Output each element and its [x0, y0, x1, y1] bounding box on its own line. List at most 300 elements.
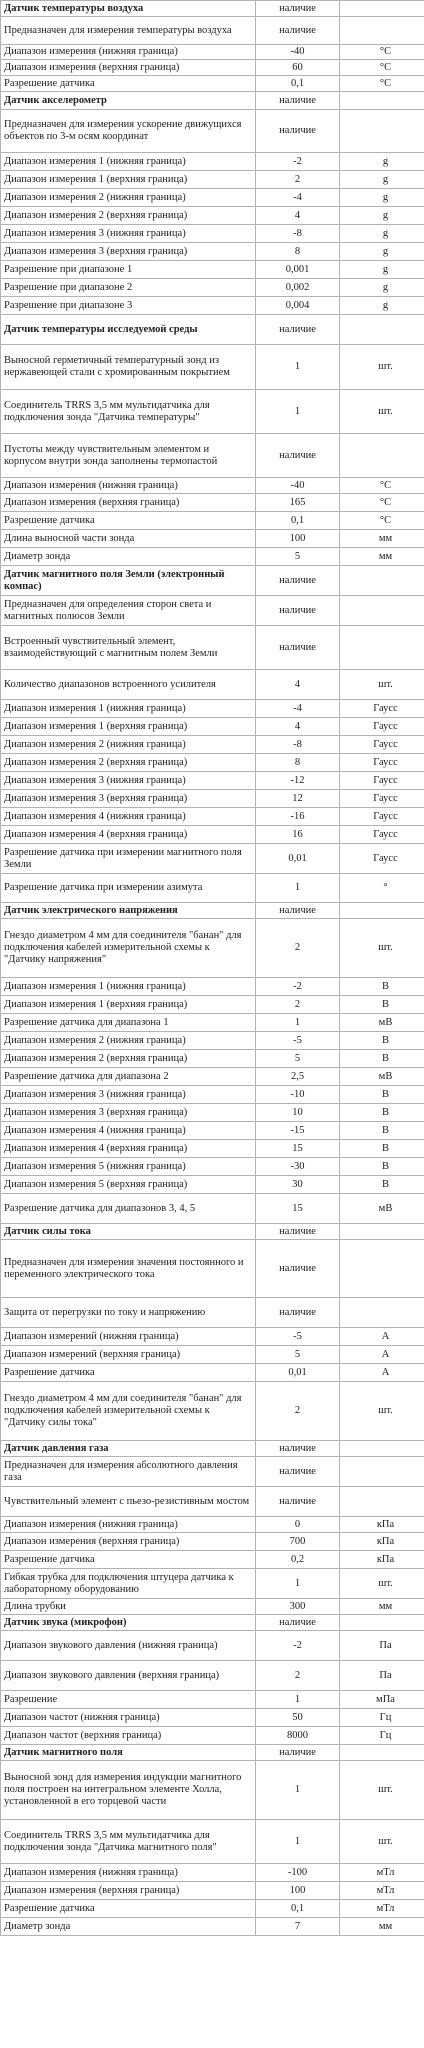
parameter-value: 0,004: [256, 297, 340, 315]
parameter-value: 2: [256, 996, 340, 1014]
table-row: [1, 874, 424, 903]
parameter-value: 2: [256, 1382, 340, 1441]
parameter-value: 1: [256, 1820, 340, 1864]
parameter-unit: мПа: [340, 1691, 424, 1709]
parameter-unit: мТл: [340, 1900, 424, 1918]
parameter-unit: мм: [340, 530, 424, 548]
parameter-value: 5: [256, 1346, 340, 1364]
parameter-value: 12: [256, 790, 340, 808]
parameter-name: Диапазон измерения 5 (нижняя граница): [1, 1158, 256, 1176]
parameter-name: Диапазон звукового давления (нижняя граница): [1, 1631, 256, 1661]
parameter-value: -2: [256, 978, 340, 996]
table-row: [1, 153, 424, 171]
parameter-name: Диаметр зонда: [1, 548, 256, 566]
parameter-name: Предназначен для определения сторон света и магнитных полюсов Земли: [1, 596, 256, 626]
table-row: [1, 1864, 424, 1882]
section-header-row: [1, 1224, 424, 1240]
table-row: [1, 1661, 424, 1691]
parameter-value: 0,01: [256, 1364, 340, 1382]
parameter-unit: g: [340, 189, 424, 207]
parameter-value: 0,002: [256, 279, 340, 297]
parameter-unit: [340, 1240, 424, 1298]
parameter-unit: шт.: [340, 1820, 424, 1864]
parameter-unit: Гаусс: [340, 808, 424, 826]
table-row: [1, 1631, 424, 1661]
parameter-unit: мТл: [340, 1882, 424, 1900]
parameter-unit: Гаусс: [340, 736, 424, 754]
table-row: [1, 1240, 424, 1298]
parameter-unit: g: [340, 243, 424, 261]
parameter-unit: А: [340, 1364, 424, 1382]
parameter-unit: шт.: [340, 1569, 424, 1599]
parameter-name: Длина трубки: [1, 1599, 256, 1615]
parameter-unit: °C: [340, 512, 424, 530]
table-row: [1, 530, 424, 548]
parameter-unit: g: [340, 153, 424, 171]
table-row: [1, 1533, 424, 1551]
parameter-value: -5: [256, 1328, 340, 1346]
parameter-unit: шт.: [340, 1761, 424, 1820]
parameter-unit: мм: [340, 1599, 424, 1615]
table-row: [1, 17, 424, 45]
spec-table-body: [1, 1, 424, 1936]
parameter-unit: В: [340, 1140, 424, 1158]
section-title: Датчик звука (микрофон): [1, 1615, 256, 1631]
parameter-name: Предназначен для измерения ускорение движущихся объектов по 3-м осям координат: [1, 110, 256, 153]
table-row: [1, 1599, 424, 1615]
parameter-unit: мм: [340, 1918, 424, 1936]
parameter-value: -15: [256, 1122, 340, 1140]
parameter-value: 2: [256, 1661, 340, 1691]
parameter-value: 100: [256, 1882, 340, 1900]
parameter-value: 15: [256, 1194, 340, 1224]
parameter-unit: [340, 1224, 424, 1240]
parameter-unit: мВ: [340, 1014, 424, 1032]
parameter-name: Диапазон измерения 1 (нижняя граница): [1, 153, 256, 171]
parameter-name: Диапазон звукового давления (верхняя граница): [1, 1661, 256, 1691]
parameter-name: Диапазон измерения 3 (верхняя граница): [1, 1104, 256, 1122]
parameter-unit: Па: [340, 1661, 424, 1691]
parameter-value: -8: [256, 736, 340, 754]
parameter-unit: В: [340, 1032, 424, 1050]
parameter-value: 700: [256, 1533, 340, 1551]
parameter-name: Диапазон измерения 1 (верхняя граница): [1, 996, 256, 1014]
table-row: [1, 736, 424, 754]
table-row: [1, 1382, 424, 1441]
parameter-unit: Гц: [340, 1727, 424, 1745]
parameter-name: Диапазон измерения 3 (нижняя граница): [1, 1086, 256, 1104]
parameter-unit: [340, 17, 424, 45]
parameter-value: -100: [256, 1864, 340, 1882]
parameter-value: наличие: [256, 1745, 340, 1761]
parameter-unit: [340, 1, 424, 17]
section-header-row: [1, 1615, 424, 1631]
parameter-unit: °C: [340, 60, 424, 76]
parameter-name: Диапазон измерений (верхняя граница): [1, 1346, 256, 1364]
parameter-name: Разрешение датчика при измерении магнитного поля Земли: [1, 844, 256, 874]
parameter-value: 1: [256, 874, 340, 903]
parameter-unit: А: [340, 1328, 424, 1346]
parameter-name: Разрешение датчика: [1, 1551, 256, 1569]
table-row: [1, 1328, 424, 1346]
parameter-value: 15: [256, 1140, 340, 1158]
parameter-name: Разрешение датчика для диапазонов 3, 4, 5: [1, 1194, 256, 1224]
section-title: Датчик температуры воздуха: [1, 1, 256, 17]
table-row: [1, 1122, 424, 1140]
section-title: Датчик магнитного поля Земли (электронный компас): [1, 566, 256, 596]
parameter-value: наличие: [256, 1487, 340, 1517]
parameter-value: -16: [256, 808, 340, 826]
table-row: [1, 1194, 424, 1224]
parameter-value: -12: [256, 772, 340, 790]
table-row: [1, 1014, 424, 1032]
parameter-name: Выносной герметичный температурный зонд из нержавеющей стали с хромированным покрытием: [1, 345, 256, 390]
parameter-unit: В: [340, 1176, 424, 1194]
section-header-row: [1, 566, 424, 596]
parameter-value: 0,001: [256, 261, 340, 279]
table-row: [1, 1086, 424, 1104]
table-row: [1, 1032, 424, 1050]
parameter-unit: g: [340, 207, 424, 225]
parameter-name: Диапазон измерения (нижняя граница): [1, 1517, 256, 1533]
parameter-value: -4: [256, 189, 340, 207]
table-row: [1, 754, 424, 772]
table-row: [1, 1551, 424, 1569]
parameter-name: Диапазон измерения 2 (верхняя граница): [1, 754, 256, 772]
parameter-value: 5: [256, 548, 340, 566]
parameter-name: Диапазон частот (верхняя граница): [1, 1727, 256, 1745]
table-row: [1, 1918, 424, 1936]
parameter-value: 8: [256, 243, 340, 261]
table-row: [1, 225, 424, 243]
table-row: [1, 996, 424, 1014]
parameter-name: Защита от перегрузки по току и напряжению: [1, 1298, 256, 1328]
table-row: [1, 1761, 424, 1820]
parameter-name: Разрешение датчика: [1, 76, 256, 92]
parameter-value: 165: [256, 494, 340, 512]
parameter-name: Разрешение при диапазоне 3: [1, 297, 256, 315]
parameter-unit: В: [340, 1122, 424, 1140]
table-row: [1, 700, 424, 718]
parameter-name: Разрешение датчика для диапазона 1: [1, 1014, 256, 1032]
table-row: [1, 1709, 424, 1727]
parameter-value: 0,1: [256, 1900, 340, 1918]
parameter-value: наличие: [256, 1240, 340, 1298]
parameter-unit: [340, 596, 424, 626]
parameter-name: Диапазон измерения (верхняя граница): [1, 1533, 256, 1551]
table-row: [1, 1140, 424, 1158]
parameter-unit: кПа: [340, 1533, 424, 1551]
parameter-value: 30: [256, 1176, 340, 1194]
table-row: [1, 207, 424, 225]
parameter-value: наличие: [256, 315, 340, 345]
parameter-unit: кПа: [340, 1517, 424, 1533]
table-row: [1, 844, 424, 874]
parameter-unit: °C: [340, 45, 424, 60]
parameter-value: 8: [256, 754, 340, 772]
parameter-unit: [340, 1457, 424, 1487]
parameter-unit: кПа: [340, 1551, 424, 1569]
table-row: [1, 171, 424, 189]
parameter-unit: [340, 1745, 424, 1761]
parameter-name: Диапазон измерения 5 (верхняя граница): [1, 1176, 256, 1194]
parameter-unit: °C: [340, 478, 424, 494]
table-row: [1, 790, 424, 808]
parameter-unit: Гаусс: [340, 700, 424, 718]
parameter-value: 1: [256, 1761, 340, 1820]
parameter-name: Диапазон измерения 3 (нижняя граница): [1, 225, 256, 243]
table-row: [1, 1569, 424, 1599]
section-header-row: [1, 1441, 424, 1457]
parameter-name: Диапазон измерения (верхняя граница): [1, 60, 256, 76]
parameter-name: Диапазон измерения 1 (нижняя граница): [1, 700, 256, 718]
table-row: [1, 1364, 424, 1382]
parameter-unit: g: [340, 297, 424, 315]
parameter-unit: Гаусс: [340, 790, 424, 808]
parameter-unit: В: [340, 1050, 424, 1068]
parameter-value: наличие: [256, 1441, 340, 1457]
section-title: Датчик электрического напряжения: [1, 903, 256, 919]
parameter-unit: мТл: [340, 1864, 424, 1882]
parameter-value: 4: [256, 718, 340, 736]
table-row: [1, 243, 424, 261]
parameter-unit: Гаусс: [340, 718, 424, 736]
table-row: [1, 345, 424, 390]
parameter-unit: шт.: [340, 345, 424, 390]
table-row: [1, 1298, 424, 1328]
parameter-value: 2,5: [256, 1068, 340, 1086]
parameter-value: 100: [256, 530, 340, 548]
parameter-name: Чувствительный элемент с пьезо-резистивным мостом: [1, 1487, 256, 1517]
parameter-name: Разрешение датчика: [1, 512, 256, 530]
table-row: [1, 390, 424, 434]
table-row: [1, 478, 424, 494]
section-header-row: [1, 92, 424, 110]
parameter-name: Диапазон измерения 3 (верхняя граница): [1, 790, 256, 808]
parameter-value: -5: [256, 1032, 340, 1050]
parameter-value: 0,1: [256, 76, 340, 92]
parameter-value: 1: [256, 1014, 340, 1032]
parameter-value: наличие: [256, 1298, 340, 1328]
parameter-name: Диапазон измерения 2 (верхняя граница): [1, 1050, 256, 1068]
parameter-name: Диапазон измерения (верхняя граница): [1, 1882, 256, 1900]
parameter-name: Диапазон измерения (нижняя граница): [1, 1864, 256, 1882]
parameter-unit: Гаусс: [340, 772, 424, 790]
parameter-value: -40: [256, 478, 340, 494]
parameter-name: Количество диапазонов встроенного усилителя: [1, 670, 256, 700]
parameter-name: Предназначен для измерения абсолютного давления газа: [1, 1457, 256, 1487]
parameter-name: Диапазон измерения (нижняя граница): [1, 45, 256, 60]
parameter-value: 0,2: [256, 1551, 340, 1569]
table-row: [1, 1457, 424, 1487]
parameter-unit: В: [340, 978, 424, 996]
table-row: [1, 434, 424, 478]
table-row: [1, 1487, 424, 1517]
parameter-unit: А: [340, 1346, 424, 1364]
section-header-row: [1, 1745, 424, 1761]
parameter-unit: °C: [340, 494, 424, 512]
parameter-name: Разрешение датчика: [1, 1900, 256, 1918]
table-row: [1, 718, 424, 736]
parameter-value: 1: [256, 390, 340, 434]
parameter-name: Предназначен для измерения температуры воздуха: [1, 17, 256, 45]
table-row: [1, 1517, 424, 1533]
parameter-unit: [340, 1441, 424, 1457]
parameter-unit: g: [340, 261, 424, 279]
parameter-unit: °: [340, 874, 424, 903]
parameter-value: наличие: [256, 596, 340, 626]
parameter-value: наличие: [256, 903, 340, 919]
parameter-value: 0: [256, 1517, 340, 1533]
parameter-value: 0,1: [256, 512, 340, 530]
parameter-name: Диапазон измерения (верхняя граница): [1, 494, 256, 512]
parameter-name: Диапазон измерения 2 (нижняя граница): [1, 189, 256, 207]
parameter-unit: В: [340, 1086, 424, 1104]
parameter-name: Диапазон частот (нижняя граница): [1, 1709, 256, 1727]
parameter-value: 4: [256, 207, 340, 225]
parameter-value: наличие: [256, 1224, 340, 1240]
parameter-name: Диапазон измерения (нижняя граница): [1, 478, 256, 494]
parameter-name: Разрешение: [1, 1691, 256, 1709]
parameter-value: -10: [256, 1086, 340, 1104]
table-row: [1, 261, 424, 279]
table-row: [1, 808, 424, 826]
parameter-unit: [340, 1298, 424, 1328]
parameter-unit: [340, 626, 424, 670]
table-row: [1, 1346, 424, 1364]
parameter-name: Встроенный чувствительный элемент, взаимодействующий с магнитным полем Земли: [1, 626, 256, 670]
parameter-unit: [340, 903, 424, 919]
parameter-value: наличие: [256, 434, 340, 478]
parameter-value: -30: [256, 1158, 340, 1176]
parameter-name: Диапазон измерения 2 (нижняя граница): [1, 1032, 256, 1050]
parameter-name: Соединитель TRRS 3,5 мм мультидатчика для подключения зонда "Датчика магнитного поля": [1, 1820, 256, 1864]
parameter-value: 50: [256, 1709, 340, 1727]
parameter-name: Диапазон измерения 2 (верхняя граница): [1, 207, 256, 225]
parameter-value: -2: [256, 1631, 340, 1661]
section-header-row: [1, 1, 424, 17]
parameter-unit: мВ: [340, 1194, 424, 1224]
table-row: [1, 1882, 424, 1900]
parameter-name: Диапазон измерения 4 (нижняя граница): [1, 1122, 256, 1140]
parameter-value: 2: [256, 171, 340, 189]
parameter-name: Длина выносной части зонда: [1, 530, 256, 548]
parameter-value: 1: [256, 1569, 340, 1599]
parameter-name: Разрешение датчика для диапазона 2: [1, 1068, 256, 1086]
table-row: [1, 76, 424, 92]
table-row: [1, 596, 424, 626]
parameter-name: Диапазон измерения 1 (нижняя граница): [1, 978, 256, 996]
parameter-unit: Гаусс: [340, 826, 424, 844]
table-row: [1, 1691, 424, 1709]
parameter-unit: g: [340, 225, 424, 243]
section-header-row: [1, 315, 424, 345]
table-row: [1, 1104, 424, 1122]
parameter-name: Выносной зонд для измерения индукции магнитного поля построен на интегральном элементе Холла, установленной в его торцевой части: [1, 1761, 256, 1820]
section-title: Датчик акселерометр: [1, 92, 256, 110]
parameter-name: Диапазон измерений (нижняя граница): [1, 1328, 256, 1346]
parameter-name: Гнездо диаметром 4 мм для соединителя "банан" для подключения кабелей измерительной схемы к "Датчику напряжения": [1, 919, 256, 978]
parameter-value: 300: [256, 1599, 340, 1615]
parameter-unit: Гц: [340, 1709, 424, 1727]
parameter-name: Гибкая трубка для подключения штуцера датчика к лабораторному оборудованию: [1, 1569, 256, 1599]
table-row: [1, 1050, 424, 1068]
table-row: [1, 45, 424, 60]
table-row: [1, 494, 424, 512]
parameter-value: наличие: [256, 92, 340, 110]
parameter-unit: [340, 434, 424, 478]
parameter-value: -4: [256, 700, 340, 718]
parameter-name: Диапазон измерения 4 (верхняя граница): [1, 826, 256, 844]
parameter-unit: [340, 92, 424, 110]
parameter-name: Гнездо диаметром 4 мм для соединителя "банан" для подключения кабелей измерительной схемы к "Датчику силы тока": [1, 1382, 256, 1441]
parameter-value: наличие: [256, 17, 340, 45]
table-row: [1, 60, 424, 76]
table-row: [1, 1900, 424, 1918]
parameter-name: Диапазон измерения 3 (нижняя граница): [1, 772, 256, 790]
parameter-value: наличие: [256, 110, 340, 153]
section-title: Датчик давления газа: [1, 1441, 256, 1457]
parameter-unit: мм: [340, 548, 424, 566]
parameter-value: 1: [256, 1691, 340, 1709]
table-row: [1, 512, 424, 530]
table-row: [1, 1176, 424, 1194]
parameter-value: наличие: [256, 1, 340, 17]
table-row: [1, 978, 424, 996]
table-row: [1, 1820, 424, 1864]
parameter-unit: [340, 566, 424, 596]
parameter-unit: В: [340, 1158, 424, 1176]
parameter-unit: В: [340, 1104, 424, 1122]
section-title: Датчик температуры исследуемой среды: [1, 315, 256, 345]
table-row: [1, 1727, 424, 1745]
parameter-name: Разрешение датчика: [1, 1364, 256, 1382]
parameter-name: Соединитель TRRS 3,5 мм мультидатчика для подключения зонда "Датчика температуры": [1, 390, 256, 434]
parameter-unit: шт.: [340, 390, 424, 434]
parameter-value: 8000: [256, 1727, 340, 1745]
parameter-name: Диапазон измерения 4 (нижняя граница): [1, 808, 256, 826]
parameter-value: 16: [256, 826, 340, 844]
parameter-name: Пустоты между чувствительным элементом и корпусом внутри зонда заполнены термопастой: [1, 434, 256, 478]
parameter-value: наличие: [256, 566, 340, 596]
table-row: [1, 1158, 424, 1176]
parameter-value: наличие: [256, 1457, 340, 1487]
parameter-name: Разрешение при диапазоне 2: [1, 279, 256, 297]
parameter-value: -2: [256, 153, 340, 171]
parameter-name: Диапазон измерения 1 (верхняя граница): [1, 718, 256, 736]
parameter-unit: [340, 110, 424, 153]
parameter-name: Разрешение датчика при измерении азимута: [1, 874, 256, 903]
parameter-value: 7: [256, 1918, 340, 1936]
parameter-unit: °C: [340, 76, 424, 92]
parameter-name: Диапазон измерения 2 (нижняя граница): [1, 736, 256, 754]
section-title: Датчик магнитного поля: [1, 1745, 256, 1761]
table-row: [1, 626, 424, 670]
parameter-unit: [340, 315, 424, 345]
parameter-value: наличие: [256, 1615, 340, 1631]
parameter-value: 0,01: [256, 844, 340, 874]
parameter-value: 10: [256, 1104, 340, 1122]
table-row: [1, 1068, 424, 1086]
parameter-value: 60: [256, 60, 340, 76]
parameter-name: Диапазон измерения 1 (верхняя граница): [1, 171, 256, 189]
table-row: [1, 548, 424, 566]
parameter-value: -40: [256, 45, 340, 60]
parameter-value: 1: [256, 345, 340, 390]
parameter-unit: g: [340, 171, 424, 189]
parameter-unit: мВ: [340, 1068, 424, 1086]
table-row: [1, 279, 424, 297]
